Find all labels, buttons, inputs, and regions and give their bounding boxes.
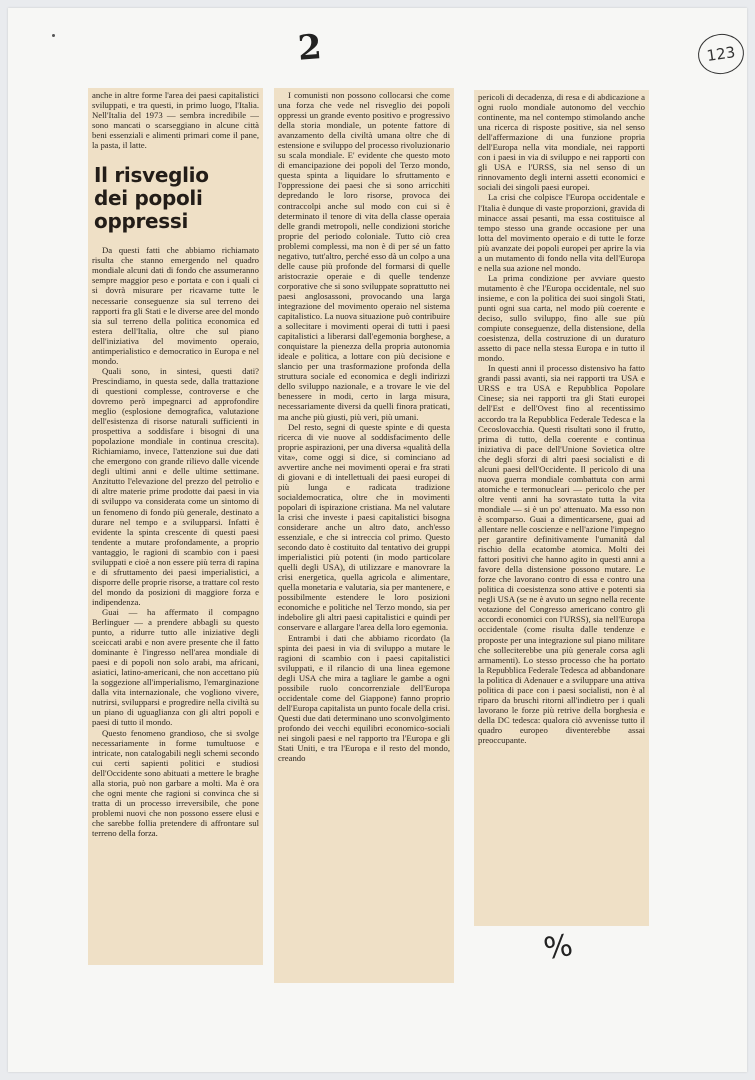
clipping-column-3 (474, 90, 649, 926)
column-3-intro: pericoli di decadenza, di resa e di abdicazione a ogni ruolo mondiale autonomo del vecchio continente, ma nel contempo stimolando anche una ricerca di risposte positive, sia nel senso dell'affermazione di una funzione propria dell'Europa nella vita mondiale, nei rapporti con i paesi in via di sviluppo e nei rapporti con gli USA e l'URSS, sia nel senso di un rinnovamento degli interni assetti economici e sociali dei singoli paesi europei. (478, 92, 645, 193)
column-1-intro: anche in altre forme l'area dei paesi capitalistici sviluppati, e tra questi, in primo luogo, l'Italia. Nell'Italia del 1973 — sembra incredibile — sono mancati o scarseggiano in alcune città beni essenziali e alimenti primari come il pane, la pasta, il latte. (92, 90, 259, 151)
column-2-paragraph: Entrambi i dati che abbiamo ricordato (la spinta dei paesi in via di sviluppo a mutare le ragioni di scambio con i paesi capitalistici sviluppati, e il rilancio di una linea egemone degli USA che mira a tagliare le gambe a ogni possibile ruolo concorrenziale dell'Europa occidentale come del Giappone) fanno proprio dell'Europa capitalista un punto focale della crisi. Questi due dati determinano uno sconvolgimento profondo dei vecchi equilibri economico-sociali nei singoli paesi e nel rapporto tra l'Europa e gli Stati Uniti, e tra l'Europa e il resto del mondo, creando (278, 632, 450, 764)
scanned-page (8, 8, 747, 1072)
stray-dot (52, 34, 55, 37)
column-3-paragraph: In questi anni il processo distensivo ha fatto grandi passi avanti, sia nei rapporti tra USA e URSS e tra USA e Repubblica Popolare Cinese; sia nei rapporti tra gli Stati europei dell'Est e dell'Ovest fino al recentissimo accordo tra la Repubblica Federale Tedesca e la Cecoslovacchia. Questi risultati sono il frutto, prima di tutto, della coerente e continua iniziativa di pace dell'Unione Sovietica oltre che degli sforzi di altri paesi socialisti e di alcuni paesi dell'Occidente. Il pericolo di una nuova guerra mondiale combattuta con armi atomiche e termonucleari — pericolo che per oltre venti anni ha sovrastato tutta la vita mondiale — si è un po' attenuato. Ma esso non è scomparso. Guai a dimenticarsene, guai ad allentare nelle coscienze e nell'azione l'impegno per garantire definitivamente l'umanità dal rischio della ecatombe atomica. Molti dei fattori positivi che hanno agito in questi anni a favore della distensione possono mutare. Le forze che lavorano contro di essa e contro una politica di coesistenza sono attive e potenti sia negli USA (se ne è avuto un segno nella recente votazione del Congresso americano contro gli accordi economici con l'URSS), sia nell'Europa occidentale (come risulta dalle tendenze e proposte per una integrazione sul piano militare che solleciterebbe una più generale corsa agli armamenti). Lo stesso processo che ha portato la Repubblica Federale Tedesca ad abbandonare la politica di Adenauer e a sviluppare una attiva politica di pace con i paesi socialisti, non è al riparo da bruschi ritorni all'indietro per i quali lavorano le forze più retrive della borghesia e della DC tedesca: qualora ciò avvenisse tutto il quadro europeo diventerebbe assai preoccupante. (478, 363, 645, 745)
clipping-column-2 (274, 88, 454, 983)
column-1-paragraph: Quali sono, in sintesi, questi dati? Prescindiamo, in questa sede, dalla trattazione di questioni complesse, controverse e che dovremo però impegnarci ad approfondire meglio (esplosione demografica, valutazione dell'esistenza di risorse naturali sufficienti in prospettiva a soddisfare i bisogni di una popolazione mondiale in continua crescita). Richiamiamo, invece, l'attenzione sui due dati che emergono con grande rilievo dalle vicende degli ultimi anni e delle ultime settimane. Anzitutto l'elevazione del prezzo del petrolio e di altre materie prime prodotte dai paesi in via di sviluppo va considerata come un sintomo di un fenomeno di fondo più generale, destinato a durare nel tempo e a svilupparsi. Infatti è evidente la spinta crescente di questi paesi tendente a mutare profondamente, a proprio vantaggio, le ragioni di scambio con i paesi sviluppati e cioè a non essere più terra di rapina e di sfruttamento dei paesi imperialistici, a disporre delle proprie risorse, a trattare col resto del mondo da posizioni di maggiore forza e indipendenza. (92, 365, 259, 607)
handwritten-end-mark: % (541, 927, 576, 968)
column-2-paragraph: I comunisti non possono collocarsi che come una forza che vede nel risveglio dei popoli oppressi un grande evento positivo e progressivo della storia mondiale, un potente fattore di avanzamento della civiltà umana oltre che di estensione e sviluppo del processo rivoluzionario su scala mondiale. E' evidente che questo moto di emancipazione dei popoli del Terzo mondo, questa spinta a liquidare lo sfruttamento e l'oppressione dei paesi che si sono arricchiti depredando le loro risorse, provoca dei contraccolpi anche sul modo con cui si è determinato il tenore di vita della classe operaia delle grandi metropoli, nelle condizioni storiche proprie del periodo coloniale. Tutto ciò crea problemi complessi, ma non è di per sé un fatto negativo, tutt'altro, perché esso dà un colpo a una delle cause più profonde del formarsi di quelle aristocrazie operaie e di quelle tendenze corporative che si sono sviluppate soprattutto nei paesi anglosassoni, provocando una larga integrazione del movimento operaio nel sistema capitalistico. La nuova situazione può contribuire a sollecitare i movimenti operai di tutti i paesi capitalistici a liberarsi dall'egemonia borghese, a conquistare la pienezza della propria autonomia ideale e politica, a lottare con più decisione e slancio per una trasformazione profonda della struttura sociale ed economica e degli indirizzi dello sviluppo nazionale, e a trovare le vie del benessere in modi, certo in larga misura, necessariamente diversi da quelli finora praticati, ma anche più giusti, più veri, più umani. (278, 90, 450, 422)
column-3-paragraph: La prima condizione per avviare questo mutamento è che l'Europa occidentale, nel suo insieme, e con la politica dei suoi singoli Stati, punti ogni sua carta, nel modo più coerente e deciso, sullo sviluppo, fino alle sue più compiute conseguenze, della distensione, della coesistenza, della costruzione di un duraturo assetto di pace nella stessa Europa e in tutto il mondo. (478, 272, 645, 364)
column-2-paragraph: Del resto, segni di queste spinte e di questa ricerca di vie nuove al soddisfacimento delle proprie aspirazioni, per una diversa «qualità della vita», come oggi si dice, si cominciano ad avvertire anche nei movimenti operai e fra strati di giovani e di intellettuali dei paesi europei di più lunga e radicata tradizione socialdemocratica, oltre che in movimenti popolari di ispirazione cristiana. Ma nel valutare la crisi che investe i paesi capitalistici bisogna considerare anche un altro dato, anch'esso essenziale, e che si intreccia col primo. Questo secondo dato è costituito dal tentativo dei gruppi imperialistici più potenti (in modo particolare quelli degli USA), di utilizzare e manovrare la crisi energetica, quella agricola e alimentare, quella monetaria e valutaria, sia per mantenere, e possibilmente estendere le loro posizioni economiche e politiche nel Terzo mondo, sia per indebolire gli altri paesi capitalistici e quindi per conservare e allargare l'area della loro egemonia. (278, 421, 450, 633)
handwritten-number: 2 (296, 27, 324, 69)
column-1-paragraph: Guai — ha affermato il compagno Berlinguer — a prendere abbagli su questo punto, a ridurre tutto alle iniziative degli sceiccati arabi e non avere presente che il fatto dominante è l'ingresso nell'area mondiale di paesi e di popoli non solo arabi, ma africani, asiatici, latino-americani, che non accettano più la soggezione all'imperialismo, l'emarginazione dalla vita internazionale, che vogliono vivere, nutrirsi, svilupparsi e progredire nella civiltà su un piano di uguaglianza con gli altri popoli e paesi di tutto il mondo. (92, 606, 259, 728)
article-headline: Il risveglio dei popoli oppressi (94, 163, 209, 234)
circled-page-number: 123 (695, 31, 746, 77)
clipping-column-1 (88, 88, 263, 965)
column-1-paragraph: Questo fenomeno grandioso, che si svolge necessariamente in forme tumultuose e intricate, non catalogabili negli schemi secondo cui certi sapienti politici e studiosi dell'Occidente sono abituati a mettere le braghe alla storia, può non garbare a molti. Ma è ora che ogni mente che ragioni si convinca che si tratta di un processo irreversibile, che pone problemi nuovi che non possono essere elusi e che sarebbe follia pretendere di affrontare sul terreno della forza. (92, 727, 259, 838)
column-3-paragraph: La crisi che colpisce l'Europa occidentale e l'Italia è dunque di vaste proporzioni, gravida di minacce assai pesanti, ma essa costituisce al tempo stesso una grande occasione per una lotta del movimento operaio e di tutte le forze più avanzate dei popoli europei per aprire la via a un mutamento di fondo nella vita dell'Europa e nella sua azione nel mondo. (478, 192, 645, 273)
column-1-paragraph: Da questi fatti che abbiamo richiamato risulta che stanno emergendo nel quadro mondiale alcuni dati di fondo che assumeranno sempre maggior peso e portata e con i quali ci si dovrà misurare per ricavarne tutte le necessarie conseguenze sia sul terreno dei rapporti fra gli Stati e le diverse aree del mondo sia sul terreno della politica economica ed estera dell'Italia, oltre che sul piano dell'iniziativa del movimento operaio, antimperialistico e democratico in Europa e nel mondo. (92, 245, 259, 366)
